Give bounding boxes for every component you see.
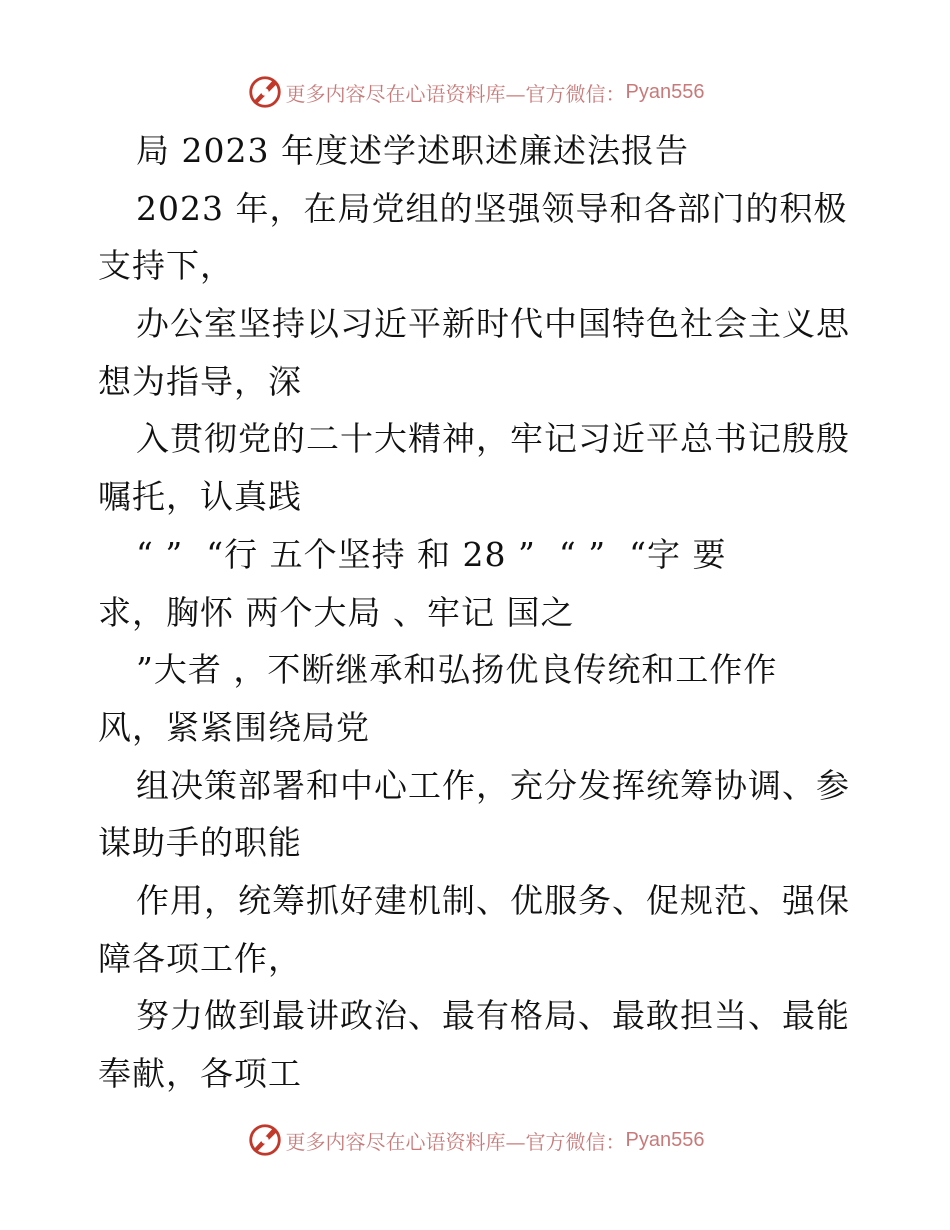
header-watermark-banner: [0, 72, 950, 112]
paragraph-line: 组决策部署和中心工作，充分发挥统筹协调、参: [136, 765, 850, 805]
paragraph-line: 谋助手的职能: [98, 823, 302, 863]
paragraph-line: 2023 年，在局党组的坚强领导和各部门的积极: [136, 188, 848, 228]
quill-logo-icon: [246, 1121, 284, 1159]
paragraph-line: 努力做到最讲政治、最有格局、最敢担当、最能: [136, 996, 850, 1036]
banner-wechat-id: Pyan556: [625, 80, 705, 103]
banner-text: 更多内容尽在心语资料库—官方微信：: [285, 1129, 626, 1154]
document-body: [98, 122, 858, 1103]
banner-text: 更多内容尽在心语资料库—官方微信：: [285, 81, 626, 106]
paragraph-line: 入贯彻党的二十大精神，牢记习近平总书记殷殷: [136, 419, 850, 459]
paragraph-line: 奉献，各项工: [98, 1054, 302, 1093]
paragraph-line: 办公室坚持以习近平新时代中国特色社会主义思: [136, 304, 850, 344]
footer-watermark-banner: [0, 1120, 950, 1160]
quill-logo-icon: [246, 73, 284, 111]
paragraph-line: 作用，统筹抓好建机制、优服务、促规范、强保: [136, 880, 850, 920]
paragraph-line: 想为指导，深: [98, 361, 302, 401]
paragraph-line: 障各项工作，: [98, 938, 302, 978]
paragraph-line: 嘱托，认真践: [98, 477, 302, 517]
paragraph-line: 求，胸怀 两个大局 、牢记 国之: [98, 592, 575, 632]
paragraph-line: 风，紧紧围绕局党: [98, 707, 370, 747]
paragraph-line: ”大者 ，不断继承和弘扬优良传统和工作作: [136, 650, 778, 690]
banner-wechat-id: Pyan556: [625, 1128, 705, 1151]
paragraph-line: 支持下，: [98, 246, 234, 286]
document-title: 局 2023 年度述学述职述廉述法报告: [136, 131, 689, 170]
paragraph-line: “ ” “行 五个坚持 和 28 ” “ ” “字 要: [136, 534, 727, 574]
